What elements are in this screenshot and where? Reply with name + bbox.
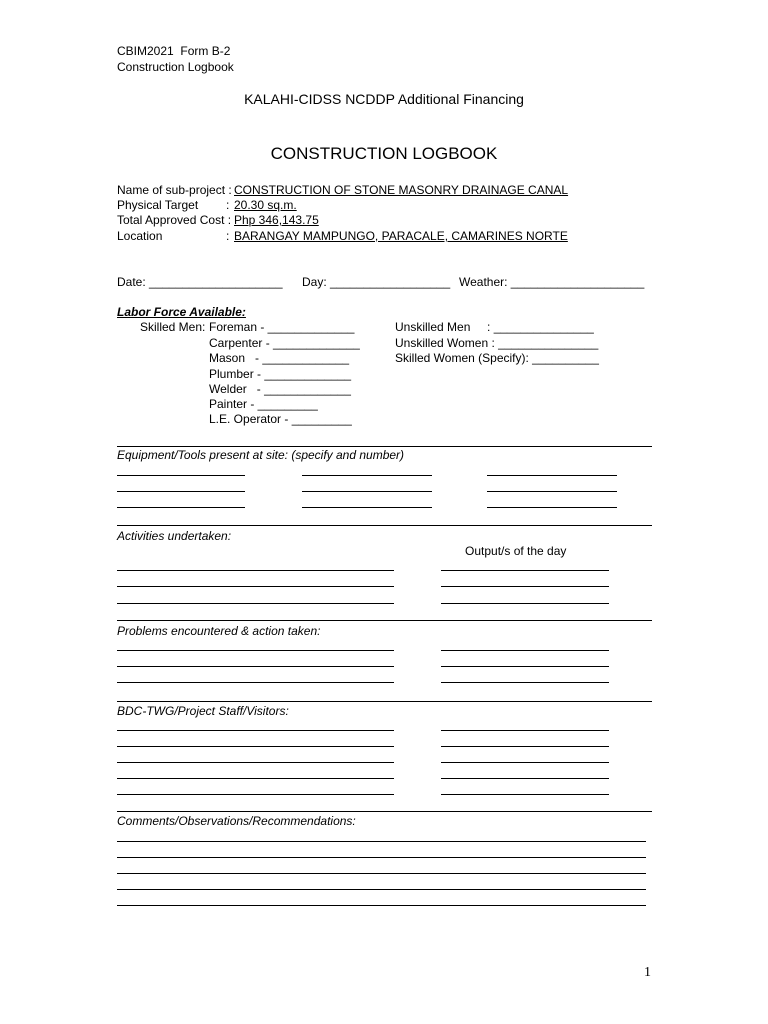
action-blank[interactable] — [441, 650, 609, 651]
plumber-field[interactable]: Plumber - _____________ — [209, 367, 352, 381]
comment-blank[interactable] — [117, 841, 646, 842]
visitor-blank[interactable] — [117, 746, 394, 747]
output-blank[interactable] — [441, 586, 609, 587]
visitor-blank[interactable] — [117, 778, 394, 779]
section-divider — [117, 811, 652, 812]
skilled-women-field[interactable]: Skilled Women (Specify): __________ — [395, 351, 599, 365]
equipment-blank[interactable] — [117, 491, 245, 492]
location-colon: : — [226, 229, 230, 243]
equipment-blank[interactable] — [302, 475, 432, 476]
equipment-blank[interactable] — [487, 507, 617, 508]
page-title: CONSTRUCTION LOGBOOK — [270, 144, 498, 163]
section-divider — [117, 525, 652, 526]
output-blank[interactable] — [441, 570, 609, 571]
foreman-field[interactable]: Foreman - _____________ — [209, 320, 355, 334]
date-field[interactable]: Date: ____________________ — [117, 275, 283, 289]
target-colon: : — [226, 198, 230, 212]
equipment-blank[interactable] — [117, 475, 245, 476]
cost-label: Total Approved Cost : — [117, 213, 232, 227]
equipment-blank[interactable] — [487, 475, 617, 476]
form-name: Construction Logbook — [117, 60, 234, 74]
activities-heading: Activities undertaken: — [117, 529, 232, 543]
subproject-label: Name of sub-project : — [117, 183, 232, 197]
program-title: KALAHI-CIDSS NCDDP Additional Financing — [244, 91, 524, 107]
comment-blank[interactable] — [117, 873, 646, 874]
activity-blank[interactable] — [117, 586, 394, 587]
target-value: 20.30 sq.m. — [234, 198, 297, 212]
visitor-blank[interactable] — [117, 730, 394, 731]
equipment-blank[interactable] — [487, 491, 617, 492]
equipment-blank[interactable] — [302, 507, 432, 508]
skilled-men-label: Skilled Men: — [140, 320, 206, 334]
visitor-blank[interactable] — [441, 794, 609, 795]
welder-field[interactable]: Welder - _____________ — [209, 382, 351, 396]
carpenter-field[interactable]: Carpenter - _____________ — [209, 336, 360, 350]
visitor-blank[interactable] — [441, 730, 609, 731]
section-divider — [117, 620, 652, 621]
action-blank[interactable] — [441, 666, 609, 667]
problem-blank[interactable] — [117, 650, 394, 651]
activity-blank[interactable] — [117, 603, 394, 604]
action-blank[interactable] — [441, 682, 609, 683]
visitors-heading: BDC-TWG/Project Staff/Visitors: — [117, 704, 289, 718]
section-divider — [117, 701, 652, 702]
section-divider — [117, 446, 652, 447]
comment-blank[interactable] — [117, 905, 646, 906]
target-label: Physical Target — [117, 198, 199, 212]
location-value: BARANGAY MAMPUNGO, PARACALE, CAMARINES NORTE — [234, 229, 568, 243]
cost-value: Php 346,143.75 — [234, 213, 319, 227]
problem-blank[interactable] — [117, 666, 394, 667]
activity-blank[interactable] — [117, 570, 394, 571]
form-code: CBIM2021 Form B-2 — [117, 44, 231, 58]
day-field[interactable]: Day: __________________ — [302, 275, 451, 289]
le-operator-field[interactable]: L.E. Operator - _________ — [209, 412, 352, 426]
page-number: 1 — [644, 965, 651, 980]
visitor-blank[interactable] — [441, 778, 609, 779]
comment-blank[interactable] — [117, 857, 646, 858]
problems-heading: Problems encountered & action taken: — [117, 624, 321, 638]
mason-field[interactable]: Mason - _____________ — [209, 351, 350, 365]
equipment-heading: Equipment/Tools present at site: (specify and number) — [117, 448, 405, 462]
comment-blank[interactable] — [117, 889, 646, 890]
visitor-blank[interactable] — [441, 746, 609, 747]
location-label: Location — [117, 229, 163, 243]
problem-blank[interactable] — [117, 682, 394, 683]
visitor-blank[interactable] — [441, 762, 609, 763]
output-blank[interactable] — [441, 603, 609, 604]
painter-field[interactable]: Painter - _________ — [209, 397, 318, 411]
visitor-blank[interactable] — [117, 794, 394, 795]
visitor-blank[interactable] — [117, 762, 394, 763]
weather-field[interactable]: Weather: ____________________ — [459, 275, 645, 289]
equipment-blank[interactable] — [117, 507, 245, 508]
unskilled-women-field[interactable]: Unskilled Women : _______________ — [395, 336, 599, 350]
subproject-value: CONSTRUCTION OF STONE MASONRY DRAINAGE CANAL — [234, 183, 569, 197]
output-heading: Output/s of the day — [465, 544, 567, 558]
comments-heading: Comments/Observations/Recommendations: — [117, 814, 356, 828]
unskilled-men-field[interactable]: Unskilled Men : _______________ — [395, 320, 594, 334]
labor-heading: Labor Force Available: — [117, 305, 246, 319]
equipment-blank[interactable] — [302, 491, 432, 492]
